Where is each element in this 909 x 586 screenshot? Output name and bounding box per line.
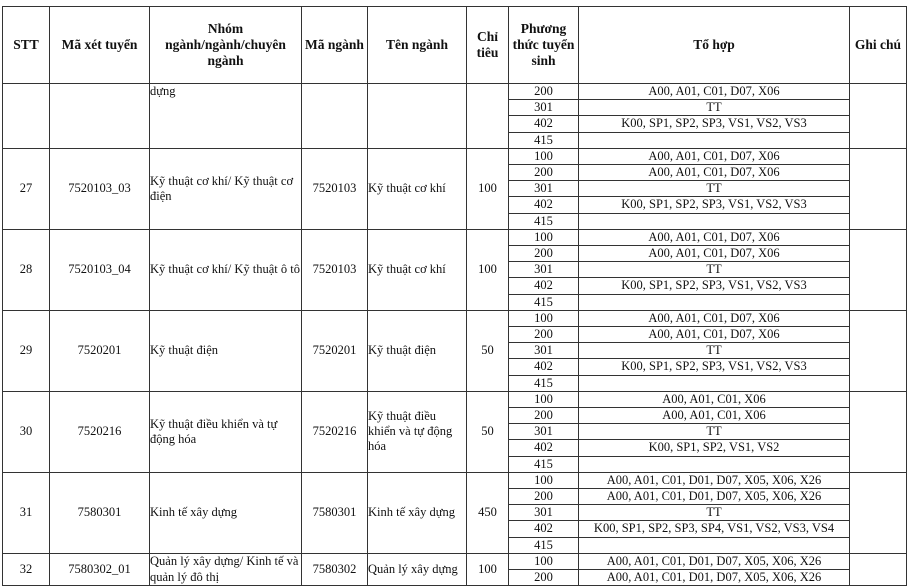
cell-ten-nganh: Kỹ thuật điện (368, 310, 467, 391)
table-row (3, 84, 907, 100)
header-ma-nganh: Mã ngành (302, 7, 368, 84)
cell-to-hop: A00, A01, C01, D01, D07, X05, X06, X26 (579, 570, 850, 586)
cell-to-hop (579, 132, 850, 148)
cell-ten-nganh: Kinh tế xây dựng (368, 472, 467, 553)
cell-method-code: 415 (509, 456, 579, 472)
table-row (3, 391, 907, 407)
cell-to-hop: A00, A01, C01, D01, D07, X05, X06, X26 (579, 553, 850, 569)
cell-ma-nganh: 7580301 (302, 472, 368, 553)
cell-method-code: 100 (509, 229, 579, 245)
cell-method-code: 100 (509, 391, 579, 407)
cell-method-code: 415 (509, 213, 579, 229)
cell-ghi-chu (850, 553, 907, 585)
cell-to-hop: A00, A01, C01, D07, X06 (579, 84, 850, 100)
cell-to-hop: A00, A01, C01, D01, D07, X05, X06, X26 (579, 489, 850, 505)
cell-method-code: 200 (509, 570, 579, 586)
cell-to-hop: K00, SP1, SP2, SP3, VS1, VS2, VS3 (579, 359, 850, 375)
cell-ma-nganh (302, 84, 368, 149)
cell-nhom-nganh: dựng (150, 84, 302, 149)
cell-method-code: 402 (509, 116, 579, 132)
cell-chi-tieu: 450 (467, 472, 509, 553)
cell-to-hop: TT (579, 505, 850, 521)
cell-ma-nganh: 7520103 (302, 148, 368, 229)
header-stt: STT (3, 7, 50, 84)
table-row (3, 553, 907, 569)
cell-to-hop: A00, A01, C01, D07, X06 (579, 229, 850, 245)
cell-ghi-chu (850, 310, 907, 391)
table-row (3, 472, 907, 488)
header-phuong-thuc: Phương thức tuyển sinh (509, 7, 579, 84)
cell-nhom-nganh: Kinh tế xây dựng (150, 472, 302, 553)
cell-ma-xet-tuyen: 7520201 (50, 310, 150, 391)
cell-ma-xet-tuyen (50, 84, 150, 149)
cell-method-code: 100 (509, 310, 579, 326)
cell-method-code: 200 (509, 327, 579, 343)
header-ten-nganh: Tên ngành (368, 7, 467, 84)
cell-method-code: 415 (509, 132, 579, 148)
cell-to-hop: K00, SP1, SP2, SP3, VS1, VS2, VS3 (579, 278, 850, 294)
cell-method-code: 200 (509, 489, 579, 505)
cell-to-hop: A00, A01, C01, D07, X06 (579, 310, 850, 326)
cell-method-code: 301 (509, 181, 579, 197)
cell-method-code: 100 (509, 148, 579, 164)
cell-to-hop: TT (579, 343, 850, 359)
cell-stt: 30 (3, 391, 50, 472)
cell-to-hop: A00, A01, C01, X06 (579, 408, 850, 424)
cell-method-code: 200 (509, 165, 579, 181)
cell-method-code: 301 (509, 343, 579, 359)
cell-to-hop: A00, A01, C01, X06 (579, 391, 850, 407)
cell-ghi-chu (850, 84, 907, 149)
table-row (3, 229, 907, 245)
cell-to-hop: A00, A01, C01, D07, X06 (579, 165, 850, 181)
cell-nhom-nganh: Kỹ thuật điện (150, 310, 302, 391)
cell-to-hop (579, 213, 850, 229)
cell-method-code: 402 (509, 359, 579, 375)
cell-ghi-chu (850, 229, 907, 310)
cell-stt: 32 (3, 553, 50, 585)
cell-nhom-nganh: Quản lý xây dựng/ Kinh tế và quản lý đô thị (150, 553, 302, 585)
cell-ma-nganh: 7520201 (302, 310, 368, 391)
header-chi-tieu: Chỉ tiêu (467, 7, 509, 84)
cell-ma-nganh: 7580302 (302, 553, 368, 585)
cell-method-code: 100 (509, 472, 579, 488)
cell-method-code: 200 (509, 84, 579, 100)
cell-ma-xet-tuyen: 7520216 (50, 391, 150, 472)
cell-method-code: 402 (509, 197, 579, 213)
cell-method-code: 301 (509, 100, 579, 116)
cell-method-code: 100 (509, 553, 579, 569)
cell-method-code: 402 (509, 440, 579, 456)
cell-method-code: 301 (509, 424, 579, 440)
cell-nhom-nganh: Kỹ thuật điều khiển và tự động hóa (150, 391, 302, 472)
header-nhom-nganh: Nhóm ngành/ngành/chuyên ngành (150, 7, 302, 84)
cell-to-hop (579, 294, 850, 310)
cell-stt: 31 (3, 472, 50, 553)
cell-chi-tieu: 50 (467, 391, 509, 472)
cell-chi-tieu: 100 (467, 148, 509, 229)
cell-method-code: 301 (509, 505, 579, 521)
cell-to-hop: A00, A01, C01, D07, X06 (579, 148, 850, 164)
cell-method-code: 200 (509, 246, 579, 262)
cell-ten-nganh: Quản lý xây dựng (368, 553, 467, 585)
header-row (3, 7, 907, 84)
cell-ten-nganh: Kỹ thuật điều khiển và tự động hóa (368, 391, 467, 472)
cell-ma-xet-tuyen: 7520103_04 (50, 229, 150, 310)
cell-to-hop: A00, A01, C01, D07, X06 (579, 327, 850, 343)
cell-nhom-nganh: Kỹ thuật cơ khí/ Kỹ thuật cơ điện (150, 148, 302, 229)
cell-ghi-chu (850, 391, 907, 472)
cell-to-hop: A00, A01, C01, D01, D07, X05, X06, X26 (579, 472, 850, 488)
header-to-hop: Tổ hợp (579, 7, 850, 84)
cell-chi-tieu: 100 (467, 229, 509, 310)
cell-chi-tieu: 100 (467, 553, 509, 585)
cell-ma-xet-tuyen: 7580302_01 (50, 553, 150, 585)
cell-stt: 29 (3, 310, 50, 391)
header-ma-xet-tuyen: Mã xét tuyển (50, 7, 150, 84)
cell-method-code: 402 (509, 278, 579, 294)
cell-to-hop: TT (579, 424, 850, 440)
cell-to-hop: K00, SP1, SP2, SP3, SP4, VS1, VS2, VS3, VS4 (579, 521, 850, 537)
cell-ghi-chu (850, 148, 907, 229)
cell-ten-nganh: Kỹ thuật cơ khí (368, 229, 467, 310)
cell-method-code: 415 (509, 375, 579, 391)
cell-to-hop: A00, A01, C01, D07, X06 (579, 246, 850, 262)
table-body (3, 84, 907, 586)
cell-chi-tieu (467, 84, 509, 149)
cell-to-hop: TT (579, 181, 850, 197)
cell-ten-nganh: Kỹ thuật cơ khí (368, 148, 467, 229)
cell-method-code: 200 (509, 408, 579, 424)
cell-nhom-nganh: Kỹ thuật cơ khí/ Kỹ thuật ô tô (150, 229, 302, 310)
cell-method-code: 415 (509, 294, 579, 310)
cell-ma-xet-tuyen: 7520103_03 (50, 148, 150, 229)
cell-method-code: 402 (509, 521, 579, 537)
cell-stt (3, 84, 50, 149)
cell-method-code: 415 (509, 537, 579, 553)
cell-to-hop (579, 537, 850, 553)
table-row (3, 148, 907, 164)
cell-to-hop: K00, SP1, SP2, SP3, VS1, VS2, VS3 (579, 116, 850, 132)
table-row (3, 310, 907, 326)
header-ghi-chu: Ghi chú (850, 7, 907, 84)
cell-stt: 28 (3, 229, 50, 310)
cell-chi-tieu: 50 (467, 310, 509, 391)
cell-to-hop: K00, SP1, SP2, VS1, VS2 (579, 440, 850, 456)
cell-ten-nganh (368, 84, 467, 149)
cell-stt: 27 (3, 148, 50, 229)
cell-ghi-chu (850, 472, 907, 553)
cell-to-hop: TT (579, 100, 850, 116)
cell-ma-nganh: 7520103 (302, 229, 368, 310)
cell-to-hop: K00, SP1, SP2, SP3, VS1, VS2, VS3 (579, 197, 850, 213)
cell-to-hop (579, 456, 850, 472)
cell-to-hop (579, 375, 850, 391)
cell-ma-xet-tuyen: 7580301 (50, 472, 150, 553)
admission-table (2, 6, 907, 586)
cell-ma-nganh: 7520216 (302, 391, 368, 472)
cell-method-code: 301 (509, 262, 579, 278)
cell-to-hop: TT (579, 262, 850, 278)
